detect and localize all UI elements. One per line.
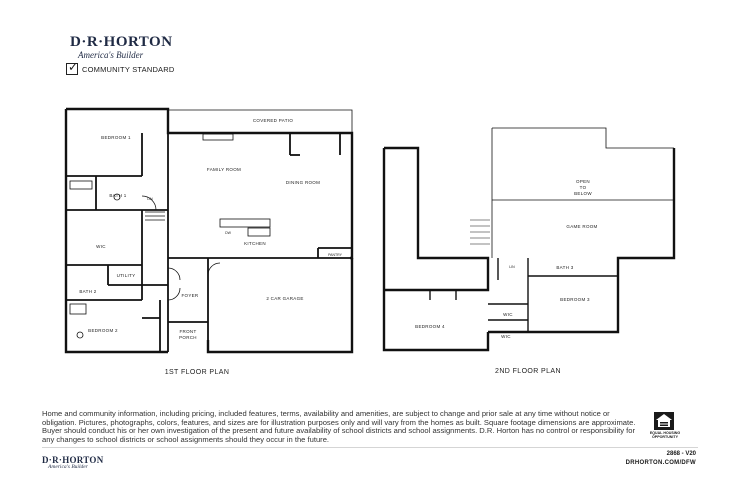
room-label-family-room: FAMILY ROOM xyxy=(206,167,242,172)
disclaimer-text: Home and community information, including pricing, included features, terms, availability and amenities, are subject to change and prior sale at any time without notice or obligation. Pictures, photographs, colors, features, and sizes are for illustration purposes only and will vary from the homes as built. Square footage dimensions are approximate. Buyer should conduct his or her own investigation of the present and future availability of school districts and school assignments. D.R. Horton has no control or responsibility for any changes to school districts or school assignments should they occur in the future. xyxy=(42,409,636,444)
room-label-linen-2: LIN xyxy=(509,265,515,269)
room-label-front-porch-line2: PORCH xyxy=(179,335,197,340)
room-label-bath-3: BATH 3 xyxy=(556,265,574,270)
room-label-covered-patio: COVERED PATIO xyxy=(252,118,294,123)
room-label-bedroom-1: BEDROOM 1 xyxy=(101,135,131,140)
room-label-bedroom-4: BEDROOM 4 xyxy=(415,324,445,329)
brand-logo-tagline: America's Builder xyxy=(78,50,144,60)
room-label-wic-2b: WIC xyxy=(501,334,511,339)
footer-divider xyxy=(42,447,698,448)
room-label-wic-1: WIC xyxy=(96,244,106,249)
room-label-game-room: GAME ROOM xyxy=(566,224,598,229)
footer-logo-tagline: America's Builder xyxy=(48,464,88,470)
room-label-garage: 2 CAR GARAGE xyxy=(266,296,304,301)
first-floor-walls xyxy=(66,109,352,352)
room-label-front-porch-line1: FRONT xyxy=(179,329,197,334)
community-standard-label: COMMUNITY STANDARD xyxy=(82,65,175,74)
room-label-utility: UTILITY xyxy=(116,273,136,278)
room-label-dw: DW xyxy=(225,231,231,235)
room-label-kitchen: KITCHEN xyxy=(244,241,266,246)
plan-code: 2868 - V20 xyxy=(666,451,696,457)
room-label-pantry: PANTRY xyxy=(328,253,342,257)
room-label-dining-room: DINING ROOM xyxy=(285,180,321,185)
room-label-open-line3: BELOW xyxy=(574,191,592,196)
room-label-bath-1: BATH 1 xyxy=(109,193,127,198)
checkmark-icon: ✓ xyxy=(68,60,79,74)
room-label-open-line2: TO xyxy=(579,185,587,190)
website-url: DRHORTON.COM/DFW xyxy=(625,460,696,466)
room-label-wic-2a: WIC xyxy=(503,312,513,317)
room-label-open-line1: OPEN xyxy=(576,179,590,184)
equal-housing-logo xyxy=(644,412,686,440)
second-floor-walls xyxy=(384,148,674,350)
room-label-linen-1: LIN xyxy=(147,197,153,201)
equal-housing-icon xyxy=(654,412,674,430)
first-floor-caption: 1ST FLOOR PLAN xyxy=(164,369,230,376)
equal-housing-label: EQUAL HOUSING OPPORTUNITY xyxy=(649,431,681,439)
room-label-bedroom-2: BEDROOM 2 xyxy=(88,328,118,333)
room-label-foyer: FOYER xyxy=(181,293,199,298)
second-floor-caption: 2ND FLOOR PLAN xyxy=(495,368,561,375)
room-label-bath-2: BATH 2 xyxy=(79,289,97,294)
brand-logo-name: D·R·HORTON xyxy=(70,34,173,50)
room-label-bedroom-3: BEDROOM 3 xyxy=(560,297,590,302)
footer-logo-name: D·R·HORTON xyxy=(42,455,104,465)
